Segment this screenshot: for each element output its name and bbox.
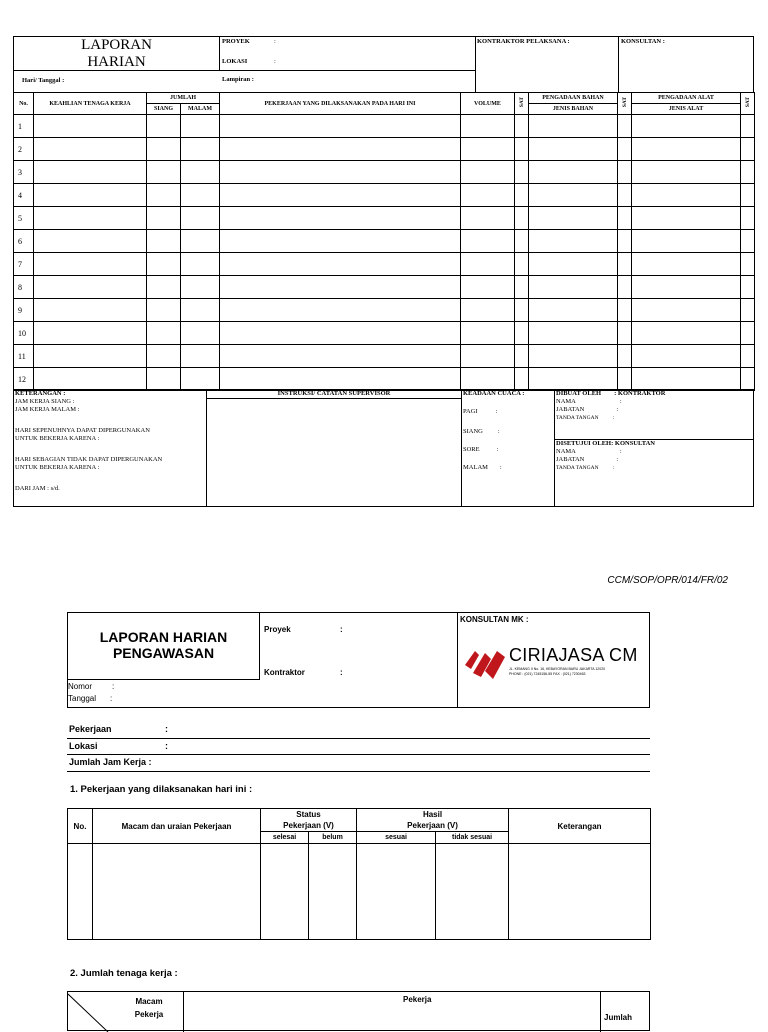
row-cell (461, 345, 515, 368)
signature-panel (555, 390, 753, 506)
t1-cell (309, 844, 357, 940)
row-number: 8 (14, 276, 34, 299)
row-cell (461, 115, 515, 138)
row-cell (529, 253, 618, 276)
row-cell (34, 299, 147, 322)
ciriajasa-logo-icon (463, 643, 507, 683)
disetujui-title: DISETUJUI OLEH (556, 440, 612, 447)
cuaca-colon: : (499, 464, 502, 471)
row-cell (632, 276, 741, 299)
row-cell (529, 368, 618, 391)
sig-colon: : (612, 465, 615, 471)
row-cell (220, 115, 461, 138)
row-cell (529, 345, 618, 368)
form1-divider (618, 37, 619, 92)
row-cell (632, 299, 741, 322)
instruksi-title: INSTRUKSI/ CATATAN SUPERVISOR (207, 390, 461, 399)
t1-cell (357, 844, 436, 940)
row-cell (220, 345, 461, 368)
row-cell (220, 322, 461, 345)
form1-lokasi-colon: : (274, 58, 276, 65)
row-cell (618, 345, 632, 368)
work-row (14, 230, 755, 253)
cuaca-sore: SORE (463, 446, 480, 453)
cuaca-panel (462, 390, 555, 506)
row-cell (529, 184, 618, 207)
row-cell (220, 253, 461, 276)
form2-title-line2: PENGAWASAN (112, 645, 215, 661)
row-cell (618, 184, 632, 207)
form1-kontraktor-label: KONTRAKTOR PELAKSANA : (477, 38, 570, 45)
col-header-malam: MALAM (181, 104, 220, 115)
row-cell (220, 184, 461, 207)
row-cell (515, 368, 529, 391)
row-number: 3 (14, 161, 34, 184)
col-header-jumlah: JUMLAH (147, 93, 220, 104)
row-cell (515, 253, 529, 276)
hari-penuh-line2: UNTUK BEKERJA KARENA : (15, 435, 100, 442)
col-header-jenis-bahan: JENIS BAHAN (529, 104, 618, 115)
row-cell (147, 322, 181, 345)
row-cell (632, 161, 741, 184)
form1-header (13, 36, 754, 93)
row-cell (147, 368, 181, 391)
work-row (14, 207, 755, 230)
row-cell (515, 161, 529, 184)
row-cell (515, 322, 529, 345)
jam-kerja-siang: JAM KERJA SIANG : (15, 398, 75, 405)
form2-proyek-colon: : (340, 625, 343, 634)
t1-cell (93, 844, 261, 940)
row-number: 6 (14, 230, 34, 253)
row-cell (147, 207, 181, 230)
section1-title: 1. Pekerjaan yang dilaksanakan hari ini : (70, 784, 253, 795)
work-row (14, 115, 755, 138)
row-cell (461, 207, 515, 230)
row-cell (461, 230, 515, 253)
work-row (14, 184, 755, 207)
col-header-pekerjaan: PEKERJAAN YANG DILAKSANAKAN PADA HARI INI (220, 93, 461, 115)
row-cell (515, 230, 529, 253)
form1-divider (220, 70, 475, 71)
row-cell (529, 161, 618, 184)
t1-header-belum: belum (309, 832, 357, 844)
row-cell (220, 299, 461, 322)
form1-proyek-colon: : (274, 38, 276, 45)
form2-title-box (68, 613, 260, 680)
row-number: 5 (14, 207, 34, 230)
dari-jam: DARI JAM : s/d. (15, 485, 60, 492)
sig-colon: : (612, 415, 615, 421)
form1-hari-tanggal: Hari/ Tanggal : (22, 77, 65, 84)
dibuat-nama: NAMA (556, 398, 576, 405)
cuaca-malam: MALAM (463, 464, 488, 471)
keterangan-panel (14, 390, 207, 506)
row-cell (34, 207, 147, 230)
form1-work-table (13, 92, 755, 391)
row-cell (529, 115, 618, 138)
t1-header-sesuai: sesuai (357, 832, 436, 844)
row-cell (618, 299, 632, 322)
form2-proyek-label: Proyek (264, 625, 291, 634)
row-cell (515, 345, 529, 368)
row-cell (618, 253, 632, 276)
row-cell (529, 299, 618, 322)
col-header-no: No. (14, 93, 34, 115)
disetujui-nama: NAMA (556, 448, 576, 455)
t1-header-hasil-2: Pekerjaan (V) (407, 821, 458, 830)
pekerjaan-label: Pekerjaan (69, 724, 112, 734)
row-cell (618, 161, 632, 184)
col-header-pengadaan-bahan: PENGADAAN BAHAN (529, 93, 618, 104)
row-cell (147, 345, 181, 368)
t2-header-pekerja: Pekerja (403, 995, 432, 1004)
disetujui-jabatan: JABATAN (556, 456, 585, 463)
work-row (14, 322, 755, 345)
form1-konsultan-label: KONSULTAN : (621, 38, 665, 45)
dibuat-by: : KONTRAKTOR (614, 390, 666, 397)
row-cell (34, 230, 147, 253)
row-cell (34, 161, 147, 184)
work-row (14, 161, 755, 184)
dibuat-ttd: TANDA TANGAN (556, 415, 599, 421)
t2-macam-line1: Macam (135, 997, 163, 1006)
t1-header-macam: Macam dan uraian Pekerjaan (93, 809, 261, 844)
form2-work-table (67, 808, 651, 940)
col-header-pengadaan-alat: PENGADAAN ALAT (632, 93, 741, 104)
row-number: 1 (14, 115, 34, 138)
row-cell (632, 138, 741, 161)
cuaca-colon: : (497, 428, 500, 435)
col-header-keahlian: KEAHLIAN TENAGA KERJA (34, 93, 147, 115)
t2-header-macam (132, 995, 166, 1021)
row-cell (181, 184, 220, 207)
keterangan-title: KETERANGAN : (15, 390, 66, 397)
t2-divider (600, 992, 601, 1032)
row-cell (741, 368, 755, 391)
row-cell (181, 322, 220, 345)
row-cell (181, 345, 220, 368)
row-cell (515, 299, 529, 322)
row-cell (515, 138, 529, 161)
form2-header (67, 612, 650, 708)
row-cell (220, 230, 461, 253)
hari-sebagian-line2: UNTUK BEKERJA KARENA : (15, 464, 100, 471)
row-cell (515, 184, 529, 207)
row-number: 4 (14, 184, 34, 207)
form2-title-line1: LAPORAN HARIAN (99, 629, 228, 645)
sig-colon: : (616, 456, 619, 463)
row-cell (34, 322, 147, 345)
work-row (14, 299, 755, 322)
dibuat-jabatan: JABATAN (556, 406, 585, 413)
t2-header-jumlah: Jumlah (604, 1013, 633, 1022)
row-cell (461, 322, 515, 345)
form1-footer (13, 389, 754, 507)
pekerjaan-colon: : (165, 724, 168, 734)
row-cell (515, 115, 529, 138)
ciriajasa-logo (463, 643, 649, 683)
row-cell (181, 230, 220, 253)
row-cell (618, 368, 632, 391)
form1-title-line2: HARIAN (87, 54, 146, 70)
row-cell (181, 276, 220, 299)
row-cell (34, 253, 147, 276)
row-cell (147, 276, 181, 299)
row-cell (34, 276, 147, 299)
row-cell (618, 322, 632, 345)
logo-phone: PHONE : (021) 7245156-55 FAX : (021) 7230463 (509, 672, 586, 676)
row-cell (461, 253, 515, 276)
row-cell (220, 368, 461, 391)
row-cell (147, 184, 181, 207)
row-cell (741, 322, 755, 345)
jumlah-jam-label: Jumlah Jam Kerja : (69, 757, 152, 767)
form2-workers-table (67, 991, 650, 1031)
row-cell (34, 345, 147, 368)
row-cell (529, 322, 618, 345)
row-cell (618, 276, 632, 299)
form2-kontraktor-label: Kontraktor (264, 668, 305, 677)
logo-address: JL. KEMANG II No. 16, KEBAYORAN BARU JAKARTA 12020 (509, 667, 606, 671)
doc-code: CCM/SOP/OPR/014/FR/02 (607, 575, 728, 586)
row-cell (147, 230, 181, 253)
row-cell (741, 207, 755, 230)
row-cell (741, 345, 755, 368)
row-cell (220, 161, 461, 184)
row-cell (632, 345, 741, 368)
row-cell (181, 253, 220, 276)
row-cell (529, 138, 618, 161)
hari-sebagian-line1: HARI SEBAGIAN TIDAK DAPAT DIPERGUNAKAN (15, 456, 163, 463)
cuaca-pagi: PAGI (463, 408, 478, 415)
t1-header-status-2: Pekerjaan (V) (283, 821, 334, 830)
jam-kerja-malam: JAM KERJA MALAM : (15, 406, 80, 413)
row-cell (461, 184, 515, 207)
t1-header-keterangan: Keterangan (509, 809, 651, 844)
col-header-sat: SAT (744, 97, 751, 108)
row-cell (632, 368, 741, 391)
hari-penuh-line1: HARI SEPENUHNYA DAPAT DIPERGUNAKAN (15, 427, 150, 434)
row-cell (461, 368, 515, 391)
form1-title-line1: LAPORAN (81, 37, 152, 53)
row-cell (181, 138, 220, 161)
disetujui-ttd: TANDA TANGAN (556, 465, 599, 471)
row-cell (632, 322, 741, 345)
instruksi-panel (207, 390, 462, 506)
t1-header-status-1: Status (296, 810, 321, 819)
row-cell (220, 207, 461, 230)
row-cell (147, 115, 181, 138)
row-cell (529, 230, 618, 253)
t1-header-no: No. (68, 809, 93, 844)
row-cell (529, 207, 618, 230)
row-cell (181, 207, 220, 230)
tanggal-label: Tanggal (68, 694, 97, 703)
t1-cell (436, 844, 509, 940)
form1-divider (475, 37, 476, 92)
row-cell (632, 230, 741, 253)
row-cell (461, 138, 515, 161)
work-row (14, 368, 755, 391)
t1-cell (68, 844, 93, 940)
row-cell (34, 115, 147, 138)
row-cell (741, 230, 755, 253)
row-number: 9 (14, 299, 34, 322)
section2-title: 2. Jumlah tenaga kerja : (70, 968, 178, 979)
nomor-colon: : (112, 682, 115, 691)
work-row (14, 276, 755, 299)
cuaca-colon: : (495, 408, 498, 415)
row-cell (461, 161, 515, 184)
row-cell (220, 138, 461, 161)
row-cell (147, 253, 181, 276)
row-cell (632, 207, 741, 230)
col-header-jenis-alat: JENIS ALAT (632, 104, 741, 115)
work-row (14, 138, 755, 161)
cuaca-colon: : (496, 446, 499, 453)
form2-kontraktor-colon: : (340, 668, 343, 677)
row-cell (618, 115, 632, 138)
sig-colon: : (619, 448, 622, 455)
row-cell (34, 184, 147, 207)
t1-header-tidak-sesuai: tidak sesuai (436, 832, 509, 844)
konsultan-mk-label: KONSULTAN MK : (460, 615, 529, 624)
row-cell (741, 276, 755, 299)
row-cell (741, 184, 755, 207)
row-cell (181, 368, 220, 391)
row-cell (529, 276, 618, 299)
row-cell (181, 161, 220, 184)
row-number: 10 (14, 322, 34, 345)
row-cell (461, 276, 515, 299)
lokasi-colon: : (165, 741, 168, 751)
row-cell (618, 230, 632, 253)
col-header-siang: SIANG (147, 104, 181, 115)
row-cell (618, 207, 632, 230)
row-cell (181, 299, 220, 322)
row-cell (741, 115, 755, 138)
row-cell (618, 138, 632, 161)
sig-colon: : (619, 398, 622, 405)
lokasi-label: Lokasi (69, 741, 98, 751)
row-cell (741, 299, 755, 322)
form1-proyek-label: PROYEK (222, 38, 250, 45)
form1-title-box (14, 37, 220, 71)
form2-divider (457, 613, 458, 707)
row-number: 7 (14, 253, 34, 276)
info-line (67, 738, 650, 739)
row-cell (220, 276, 461, 299)
col-header-sat: SAT (621, 97, 628, 108)
form2-nomor-tanggal (68, 681, 114, 705)
form1-lampiran-label: Lampiran : (222, 76, 254, 83)
cuaca-title: KEADAAN CUACA : (463, 390, 525, 397)
row-number: 12 (14, 368, 34, 391)
tanggal-colon: : (110, 694, 113, 703)
info-line (67, 771, 650, 772)
t1-cell (261, 844, 309, 940)
row-cell (741, 161, 755, 184)
col-header-sat: SAT (518, 97, 525, 108)
t2-macam-line2: Pekerja (134, 1010, 164, 1019)
t1-cell (509, 844, 651, 940)
nomor-label: Nomor (68, 682, 93, 691)
col-header-volume: VOLUME (461, 93, 515, 115)
work-row (14, 253, 755, 276)
row-cell (461, 299, 515, 322)
logo-text: CIRIAJASA CM (509, 645, 638, 665)
row-cell (632, 253, 741, 276)
t2-divider (183, 992, 184, 1032)
work-row (14, 345, 755, 368)
t1-header-selesai: selesai (261, 832, 309, 844)
row-cell (515, 276, 529, 299)
row-cell (147, 138, 181, 161)
cuaca-siang: SIANG (463, 428, 483, 435)
row-number: 2 (14, 138, 34, 161)
row-cell (147, 299, 181, 322)
row-cell (741, 253, 755, 276)
row-number: 11 (14, 345, 34, 368)
row-cell (632, 115, 741, 138)
row-cell (147, 161, 181, 184)
form1-lokasi-label: LOKASI (222, 58, 248, 65)
row-cell (741, 138, 755, 161)
disetujui-by: : KONSULTAN (611, 440, 655, 447)
row-cell (34, 368, 147, 391)
row-cell (515, 207, 529, 230)
row-cell (34, 138, 147, 161)
row-cell (632, 184, 741, 207)
dibuat-title: DIBUAT OLEH (556, 390, 602, 397)
sig-colon: : (616, 406, 619, 413)
info-line (67, 754, 650, 755)
t1-header-hasil-1: Hasil (422, 810, 443, 819)
row-cell (181, 115, 220, 138)
